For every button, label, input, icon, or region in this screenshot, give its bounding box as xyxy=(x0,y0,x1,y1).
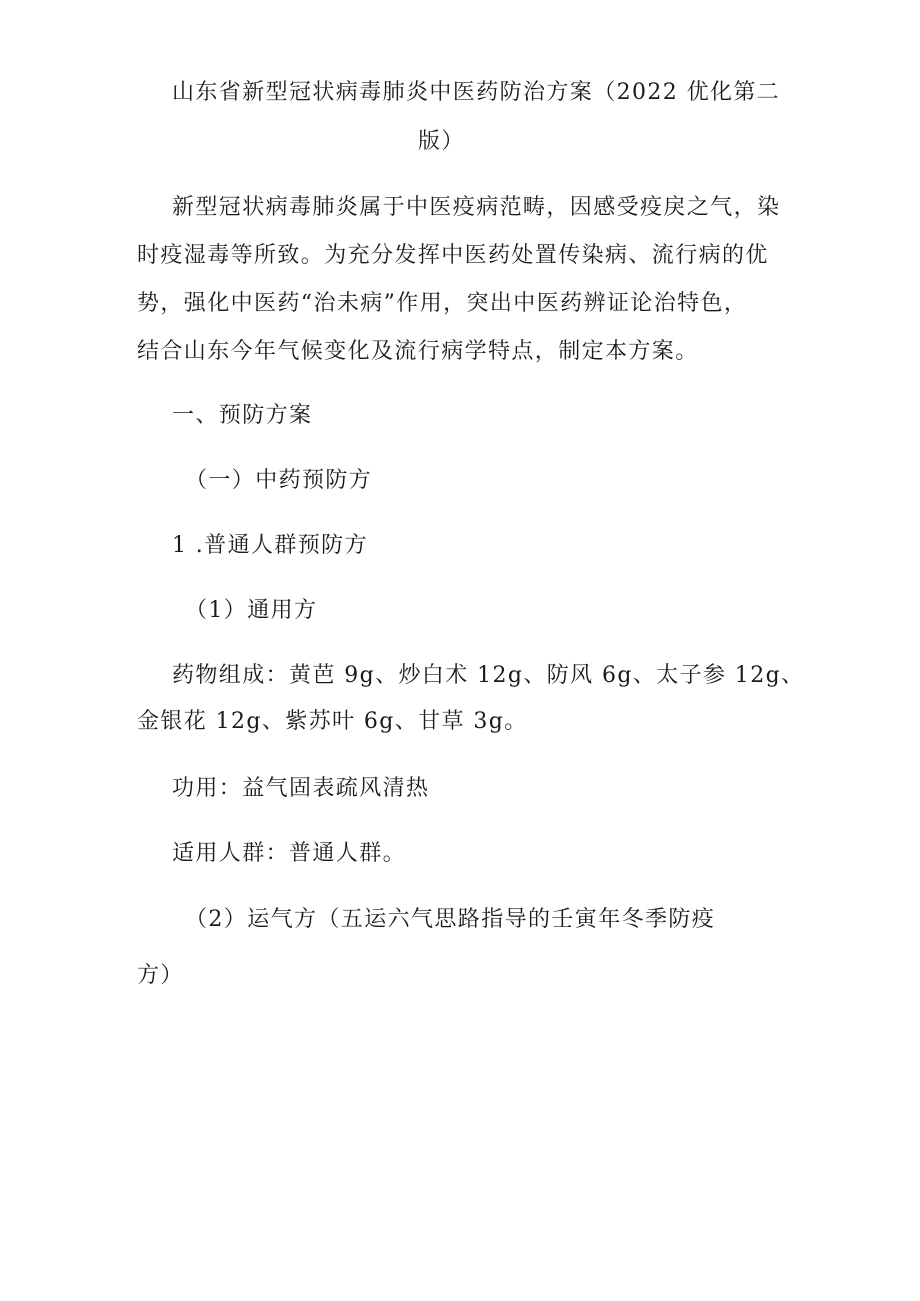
document-title-line-2: 版） xyxy=(418,129,465,154)
intro-paragraph-line-2: 时疫湿毒等所致。为充分发挥中医药处置传染病、流行病的优 xyxy=(137,243,769,268)
document-title-line-1: 山东省新型冠状病毒肺炎中医药防治方案（2022 优化第二 xyxy=(172,80,781,105)
intro-paragraph-line-4: 结合山东今年气候变化及流行病学特点，制定本方案。 xyxy=(137,339,699,364)
formula-1-composition-line-2: 金银花 12g、紫苏叶 6g、甘草 3g。 xyxy=(137,709,528,734)
formula-1-composition-line-1: 药物组成：黄芭 9g、炒白术 12g、防风 6g、太子参 12g、 xyxy=(172,663,805,688)
intro-paragraph-line-3: 势，强化中医药“治未病”作用，突出中医药辨证论治特色， xyxy=(137,291,748,316)
formula-1-population: 适用人群：普通人群。 xyxy=(172,841,407,866)
item-heading-general-population: 1 .普通人群预防方 xyxy=(172,533,368,558)
formula-2-heading-line-1: （2）运气方（五运六气思路指导的壬寅年冬季防疫 xyxy=(185,907,716,932)
formula-1-function: 功用：益气固表疏风清热 xyxy=(172,776,430,801)
formula-2-heading-line-2: 方） xyxy=(137,963,184,988)
formula-1-heading: （1）通用方 xyxy=(185,598,318,623)
subsection-heading-herbal-prevention: （一）中药预防方 xyxy=(185,468,373,493)
intro-paragraph-line-1: 新型冠状病毒肺炎属于中医疫病范畴，因感受疫戾之气，染 xyxy=(172,195,781,220)
section-heading-prevention: 一、预防方案 xyxy=(172,403,313,428)
